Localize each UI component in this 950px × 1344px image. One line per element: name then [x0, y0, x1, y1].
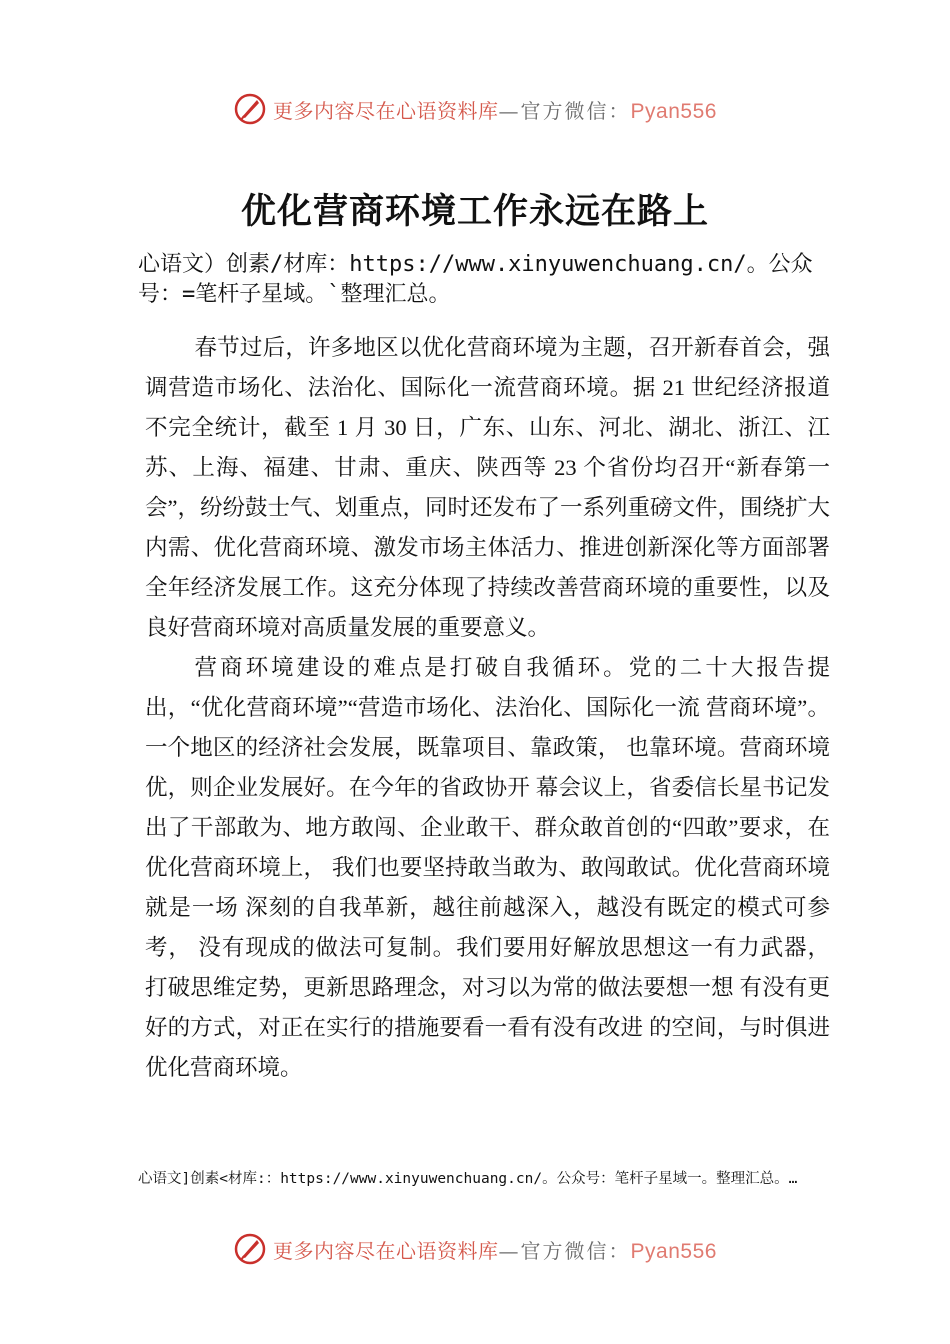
quill-logo-icon	[233, 92, 267, 126]
article-body	[145, 328, 830, 1088]
banner-id-text: Pyan556	[630, 99, 717, 123]
header-banner	[0, 92, 950, 126]
footer-banner	[0, 1232, 950, 1266]
banner-wechat-text: —官方微信：	[498, 1238, 631, 1263]
document-title: 优化营商环境工作永远在路上	[240, 191, 709, 232]
source-note-bottom: 心语文]创素<材库:：https://www.xinyuwenchuang.cn/。公众号：笔杆子星域一。整理汇总。…	[138, 1171, 798, 1187]
source-note-top: 心语文）创素/材库：https://www.xinyuwenchuang.cn/。公众号：=笔杆子星域。`整理汇总。	[138, 252, 813, 307]
banner-id-text: Pyan556	[630, 1239, 717, 1263]
banner-cn-text: 更多内容尽在心语资料库	[273, 1238, 499, 1263]
paragraph-2: 营商环境建设的难点是打破自我循环。党的二十大报告提出，“优化营商环境”“营造市场化、法治化、国际化一流 营商环境”。一个地区的经济社会发展，既靠项目、靠政策， 也靠环境。营商环境优，则企业发展好。在今年的省政协开 幕会议上，省委信长星书记发出了干部敢为、地方敢闯、企业敢干、群众敢首创的“四敢”要求，在优化营商环境上， 我们也要坚持敢当敢为、敢闯敢试。优化营商环境就是一场 深刻的自我革新，越往前越深入，越没有既定的模式可参考， 没有现成的做法可复制。我们要用好解放思想这一有力武器， 打破思维定势，更新思路理念，对习以为常的做法要想一想 有没有更好的方式，对正在实行的措施要看一看有没有改进 的空间，与时俱进优化营商环境。	[145, 655, 830, 1080]
banner-wechat-text: —官方微信：	[498, 98, 631, 123]
paragraph-1: 春节过后，许多地区以优化营商环境为主题，召开新春首会，强调营造市场化、法治化、国际化一流营商环境。据 21 世纪经济报道不完全统计，截至 1 月 30 日，广东、山东、河北、湖北、浙江、江苏、上海、福建、甘肃、重庆、陕西等 23 个省份均召开“新春第一会”，纷纷鼓士气、划重点，同时还发布了一系列重磅文件，围绕扩大内需、优化营商环境、激发市场主体活力、推进创新深化等方面部署全年经济发展工作。这充分体现了持续改善营商环境的重要性，以及良好营商环境对高质量发展的重要意义。	[145, 335, 830, 640]
quill-logo-icon	[233, 1232, 267, 1266]
banner-cn-text: 更多内容尽在心语资料库	[273, 98, 499, 123]
